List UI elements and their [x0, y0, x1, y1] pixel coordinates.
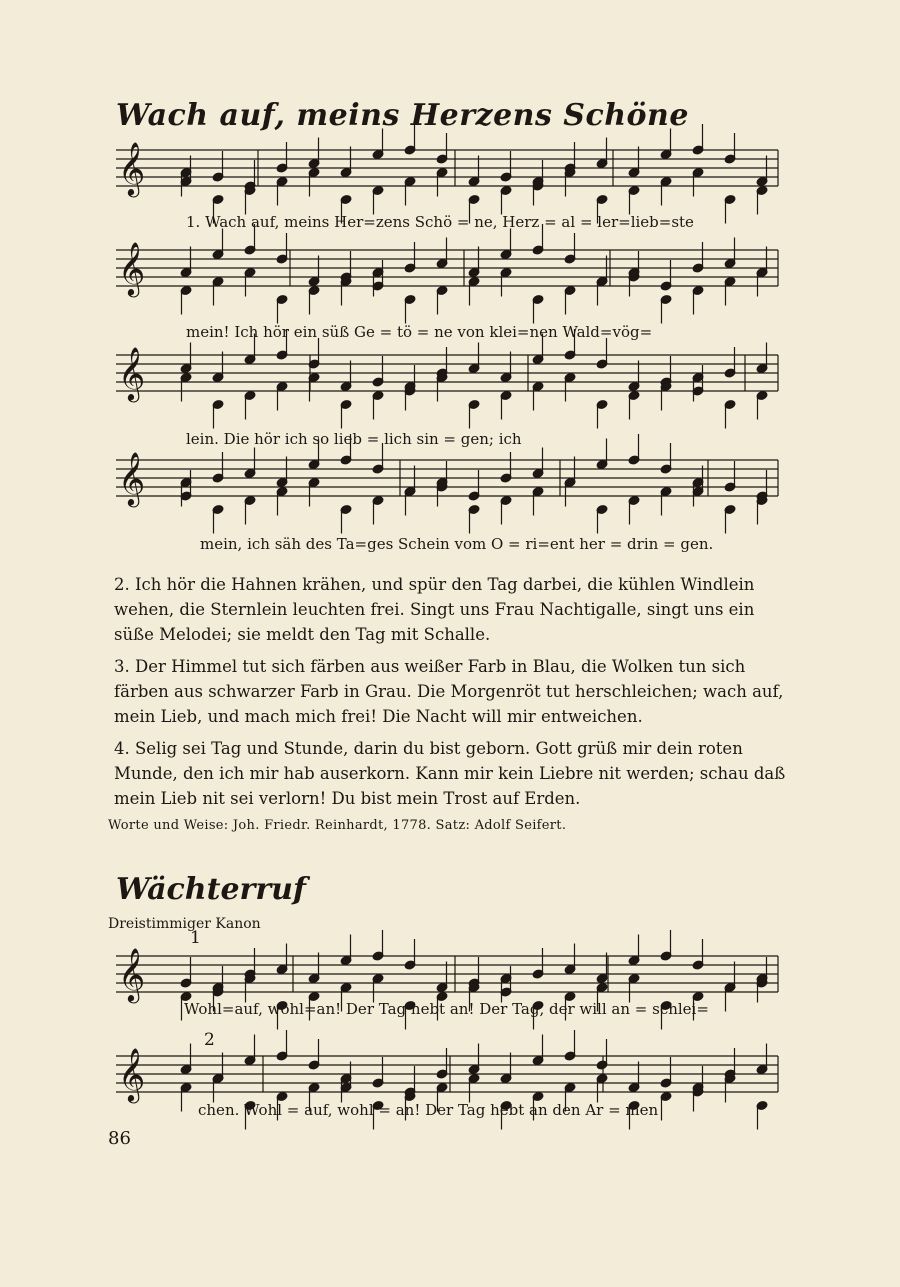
- canon-lyric-2: chen. Wohl = auf, wohl = an! Der Tag hebt an den Ar = men: [198, 1101, 659, 1119]
- treble-clef: 𝄞: [118, 241, 146, 295]
- treble-clef: 𝄞: [118, 141, 146, 195]
- canon-lyric-1: Wohl=auf, wohl=an! Der Tag hebt an! Der Tag, der will an = schlei=: [184, 1000, 709, 1018]
- verse-3: 3. Der Himmel tut sich färben aus weißer Farb in Blau, die Wolken tun sich färben aus schwarzer Farb in Grau. Die Morgenröt tut herschleichen; wach auf, mein Lieb, und mach mich frei! Die Nacht will mir entweichen.: [114, 657, 784, 726]
- treble-clef: 𝄞: [118, 947, 146, 1001]
- song-title: Wach auf, meins Herzens Schöne: [116, 98, 689, 133]
- treble-clef: 𝄞: [118, 451, 146, 505]
- page-number: 86: [108, 1128, 131, 1149]
- treble-clef: 𝄞: [118, 1047, 146, 1101]
- lyric-line-3: lein. Die hör ich so lieb = lich sin = gen; ich: [186, 430, 522, 448]
- credit-line: Worte und Weise: Joh. Friedr. Reinhardt, 1778. Satz: Adolf Seifert.: [108, 818, 567, 833]
- lyric-line-4: mein, ich säh des Ta=ges Schein vom O = ri=ent her = drin = gen.: [200, 535, 714, 553]
- song-title-2: Wächterruf: [116, 872, 306, 907]
- verse-4: 4. Selig sei Tag und Stunde, darin du bist geborn. Gott grüß mir dein roten Munde, den ich mir hab auserkorn. Kann mir kein Liebre nit werden; schau daß mein Lieb nit sei verlorn! Du bist mein Trost auf Erden.: [114, 739, 786, 808]
- canon-entry-2: 2: [204, 1030, 215, 1050]
- song-subtitle: Dreistimmiger Kanon: [108, 916, 261, 932]
- verse-2: 2. Ich hör die Hahnen krähen, und spür den Tag darbei, die kühlen Windlein wehen, die Sternlein leuchten frei. Singt uns Frau Nachtigalle, singt uns ein süße Melodei; sie meldt den Tag mit Schalle.: [114, 575, 755, 644]
- canon-entry-1: 1: [190, 928, 201, 948]
- treble-clef: 𝄞: [118, 346, 146, 400]
- music-staves-song1: [0, 0, 900, 580]
- lyric-line-1: 1. Wach auf, meins Her=zens Schö = ne, Herz = al = ler=lieb=ste: [186, 213, 694, 231]
- lyric-line-2: mein! Ich hör ein süß Ge = tö = ne von klei=nen Wald=vög=: [186, 323, 653, 341]
